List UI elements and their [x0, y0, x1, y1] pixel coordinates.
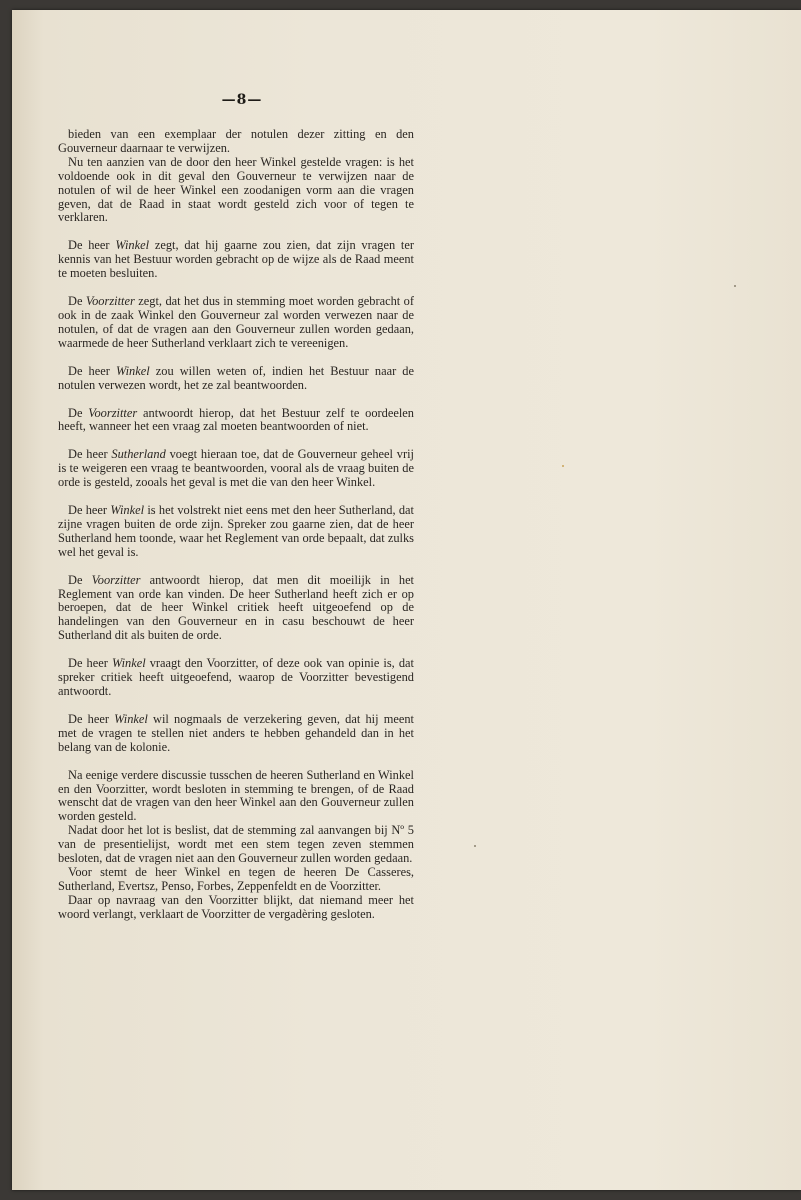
speaker-name: Winkel	[110, 503, 145, 518]
speaker-prefix: De	[68, 294, 86, 309]
speaker-prefix: De	[68, 572, 92, 587]
paragraph-15	[58, 894, 414, 922]
page-number: —8—	[221, 92, 263, 108]
speaker-name: Voorzitter	[91, 572, 141, 587]
paragraph-5	[58, 365, 414, 393]
paragraph-text: Nadat door het lot is beslist, dat de stemming zal aanvangen bij Nº 5 van de presentielijst, wordt met een stem tegen zeven stemmen besloten, dat de vragen niet aan den Gouverneur zullen worden gedaan.	[58, 823, 414, 866]
paragraph-text: is het volstrekt niet eens met den heer Sutherland, dat zijne vragen buiten de orde zijn. Spreker zou gaarne zien, dat de heer Sutherland hem toonde, waar het Reglement van orde bepaalt, dat zulks wel het geval is.	[58, 503, 414, 559]
paragraph-text: zegt, dat het dus in stemming moet worden gebracht of ook in de zaak Winkel den Gouverneur zal worden verwezen naar de notulen, of dat de vragen aan den Gouverneur zullen worden gedaan, waarmede de heer Sutherland verklaart zich te vereenigen.	[58, 294, 414, 350]
paper-speck	[474, 845, 476, 847]
paragraph-12	[58, 769, 414, 825]
speaker-name: Sutherland	[111, 447, 166, 462]
paragraph-14	[58, 866, 414, 894]
paragraph-10	[58, 657, 414, 699]
speaker-name: Voorzitter	[85, 294, 135, 309]
paragraph-2	[58, 156, 414, 226]
paragraph-text: zou willen weten of, indien het Bestuur naar de notulen verwezen wordt, het ze zal beantwoorden.	[58, 363, 414, 392]
speaker-name: Winkel	[115, 363, 150, 378]
paragraph-text: vraagt den Voorzitter, of deze ook van opinie is, dat spreker critiek heeft uitgeoefend, waarop de Voorzitter bevestigend antwoordt.	[58, 656, 414, 698]
paragraph-text: Nu ten aanzien van de door den heer Winkel gestelde vragen: is het voldoende ook in dit geval den Gouverneur te verwijzen naar de notulen of wil de heer Winkel een zoodanigen vorm aan die vragen geven, dat de Raad in staat wordt gesteld zich voor of tegen te verklaren.	[58, 154, 414, 225]
speaker-name: Winkel	[111, 656, 146, 671]
speaker-name: Winkel	[115, 238, 150, 253]
paper-speck	[734, 285, 736, 287]
speaker-prefix: De heer	[68, 447, 112, 462]
speaker-name: Winkel	[114, 711, 148, 726]
paragraph-text: wil nogmaals de verzekering geven, dat hij meent met de vragen te stellen niet anders te hebben gehandeld dan in het belang van de kolonie.	[58, 711, 414, 754]
paragraph-text: zegt, dat hij gaarne zou zien, dat zijn vragen ter kennis van het Bestuur worden gebracht op de wijze als de Raad meent te moeten besluiten.	[58, 238, 414, 281]
speaker-name: Voorzitter	[88, 405, 138, 420]
paragraph-text: antwoordt hierop, dat het Bestuur zelf te oordeelen heeft, wanneer het een vraag zal moeten beantwoorden of niet.	[58, 405, 414, 434]
body-text	[58, 128, 414, 922]
paragraph-text: Na eenige verdere discussie tusschen de heeren Sutherland en Winkel en den Voorzitter, wordt besloten in stemming te brengen, of de Raad wenscht dat de vragen van den heer Winkel aan den Gouverneur zullen worden gesteld.	[58, 767, 414, 824]
paragraph-6	[58, 407, 414, 435]
paragraph-11	[58, 713, 414, 755]
paragraph-3	[58, 239, 414, 281]
paragraph-text: Voor stemt de heer Winkel en tegen de heeren De Casseres, Sutherland, Evertsz, Penso, Forbes, Zeppenfeldt en de Voorzitter.	[58, 864, 414, 893]
paragraph-text: bieden van een exemplaar der notulen dezer zitting en den Gouverneur daarnaar te verwijzen.	[58, 127, 414, 155]
paragraph-text: antwoordt hierop, dat men dit moeilijk in het Reglement van orde kan vinden. De heer Sutherland heeft zich er op beroepen, dat de heer Winkel critiek heeft uitgeoefend op de handelingen van den Gouverneur en in casu beschouwt de heer Sutherland dit als buiten de orde.	[58, 572, 415, 643]
document-page	[12, 10, 801, 1190]
paragraph-text: Daar op navraag van den Voorzitter blijkt, dat niemand meer het woord verlangt, verklaart de Voorzitter de vergadèring gesloten.	[58, 892, 414, 921]
speaker-prefix: De heer	[68, 238, 116, 253]
paragraph-1	[58, 128, 414, 156]
paragraph-9	[58, 574, 414, 644]
speaker-prefix: De heer	[68, 711, 115, 726]
paragraph-13	[58, 824, 414, 866]
paragraph-7	[58, 448, 414, 490]
paragraph-8	[58, 504, 414, 560]
speaker-prefix: De heer	[68, 363, 116, 378]
speaker-prefix: De heer	[68, 503, 111, 518]
speaker-prefix: De	[68, 405, 89, 420]
speaker-prefix: De heer	[68, 656, 112, 671]
paper-speck	[562, 465, 564, 467]
paragraph-4	[58, 295, 414, 351]
paragraph-text: voegt hieraan toe, dat de Gouverneur geheel vrij is te weigeren een vraag te beantwoorden, vooral als de vraag buiten de orde is gesteld, zooals het geval is met die van den heer Winkel.	[58, 447, 414, 490]
